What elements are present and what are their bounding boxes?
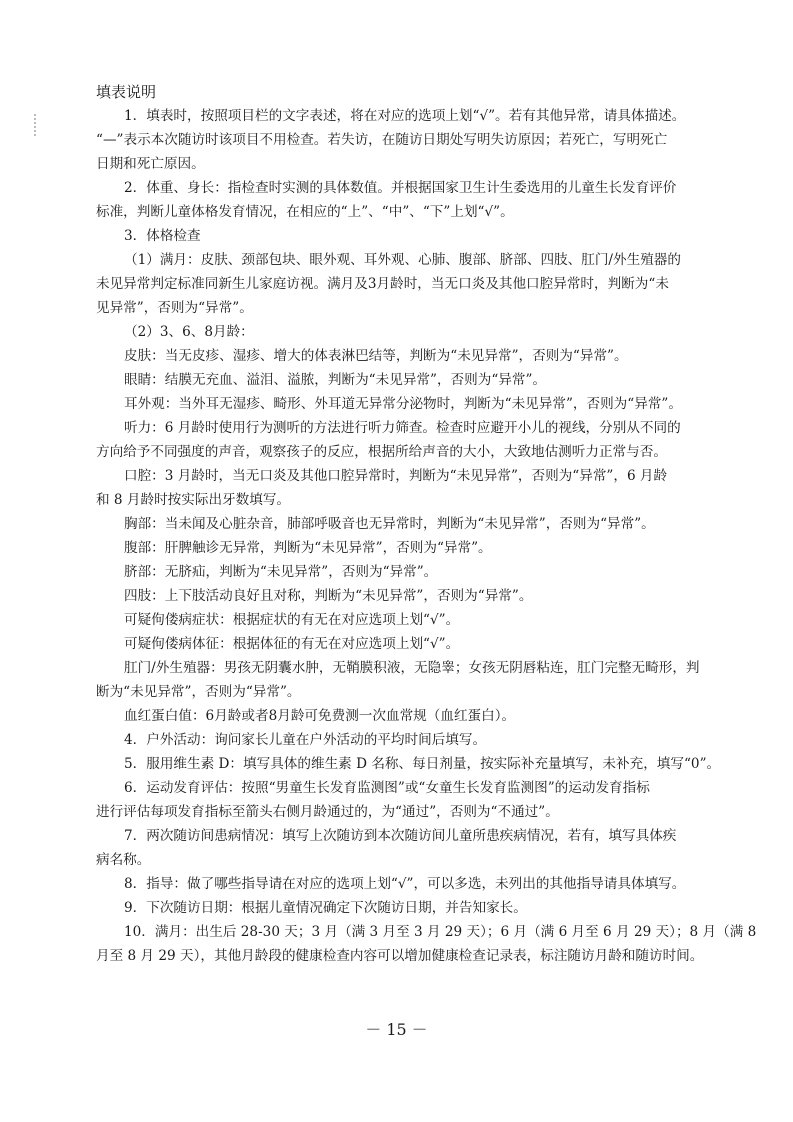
text-line: 进行评估每项发育指标至箭头右侧月龄通过的，为“通过”，否则为“不通过”。 [96,804,559,820]
text-line: 方向给予不同强度的声音，观察孩子的反应，根据所给声音的大小，大致地估测听力正常与否。 [96,444,667,460]
text-line: 6．运动发育评估：按照“男童生长发育监测图”或“女童生长发育监测图”的运动发育指标 [124,780,650,796]
text-line: 4．户外活动：询问家长儿童在户外活动的平均时间后填写。 [124,732,487,748]
text-line: 9．下次随访日期：根据儿童情况确定下次随访日期，并告知家长。 [124,900,527,916]
text-line: 耳外观：当外耳无湿疹、畸形、外耳道无异常分泌物时，判断为“未见异常”，否则为“异常”。 [124,396,682,412]
text-line: 可疑佝偻病体征：根据体征的有无在对应选项上划“√”。 [124,636,460,652]
text-line: 7．两次随访间患病情况：填写上次随访到本次随访间儿童所患疾病情况，若有，填写具体疾 [124,828,677,844]
text-line: 日期和死亡原因。 [96,156,205,172]
text-line: （1）满月：皮肤、颈部包块、眼外观、耳外观、心肺、腹部、脐部、四肢、肛门/外生殖器的 [124,252,681,268]
text-line: “—”表示本次随访时该项目不用检查。若失访，在随访日期处写明失访原因；若死亡，写明死亡 [96,132,668,148]
text-line: 听力：6 月龄时使用行为测听的方法进行听力筛查。检查时应避开小儿的视线，分别从不同的 [124,420,681,436]
page-number: － 15 － [365,1020,428,1039]
text-line: 脐部：无脐疝，判断为“未见异常”，否则为“异常”。 [124,564,438,580]
scan-mark [34,114,36,136]
text-line: 病名称。 [96,852,151,868]
text-line: 胸部：当未闻及心脏杂音，肺部呼吸音也无异常时，判断为“未见异常”，否则为“异常”。 [124,516,655,532]
text-line: 1．填表时，按照项目栏的文字表述，将在对应的选项上划“√”。若有其他异常，请具体描述。 [124,108,686,124]
text-line: （2）3、6、8月龄： [124,324,254,340]
text-line: 10．满月：出生后 28-30 天；3 月（满 3 月至 3 月 29 天）；6 月（满 6 月至 6 月 29 天）；8 月（满 8 [124,924,757,940]
text-line: 5．服用维生素 D：填写具体的维生素 D 名称、每日剂量，按实际补充量填写，未补充，填写“0”。 [124,756,721,772]
text-line: 腹部：肝脾触诊无异常，判断为“未见异常”，否则为“异常”。 [124,540,492,556]
text-line: 标准，判断儿童体格发育情况，在相应的“上”、“中”、“下”上划“√”。 [96,204,514,220]
text-line: 皮肤：当无皮疹、湿疹、增大的体表淋巴结等，判断为“未见异常”，否则为“异常”。 [124,348,628,364]
text-line: 四肢：上下肢活动良好且对称，判断为“未见异常”，否则为“异常”。 [124,588,533,604]
text-line: 8．指导：做了哪些指导请在对应的选项上划“√”，可以多选，未列出的其他指导请具体填写。 [124,876,686,892]
text-line: 血红蛋白值：6月龄或者8月龄可免费测一次血常规（血红蛋白）。 [124,708,516,724]
text-line: 口腔：3 月龄时，当无口炎及其他口腔异常时，判断为“未见异常”，否则为“异常”，6 月龄 [124,468,668,484]
text-line: 可疑佝偻病症状：根据症状的有无在对应选项上划“√”。 [124,612,460,628]
text-line: 眼睛：结膜无充血、溢泪、溢脓，判断为“未见异常”，否则为“异常”。 [124,372,547,388]
text-line: 断为“未见异常”，否则为“异常”。 [96,684,301,700]
text-line: 见异常”，否则为“异常”。 [96,300,253,316]
text-line: 月至 8 月 29 天），其他月龄段的健康检查内容可以增加健康检查记录表，标注随访月龄和随访时间。 [96,948,704,964]
text-line: 肛门/外生殖器：男孩无阴囊水肿，无鞘膜积液，无隐睾；女孩无阴唇粘连，肛门完整无畸形，判 [124,660,700,676]
text-line: 未见异常判定标准同新生儿家庭访视。满月及3月龄时，当无口炎及其他口腔异常时，判断为“未 [96,276,669,292]
text-line: 3．体格检查 [124,228,201,244]
text-line: 和 8 月龄时按实际出牙数填写。 [96,492,291,508]
section-heading: 填表说明 [96,83,157,101]
text-line: 2．体重、身长：指检查时实测的具体数值。并根据国家卫生计生委选用的儿童生长发育评价 [124,180,677,196]
